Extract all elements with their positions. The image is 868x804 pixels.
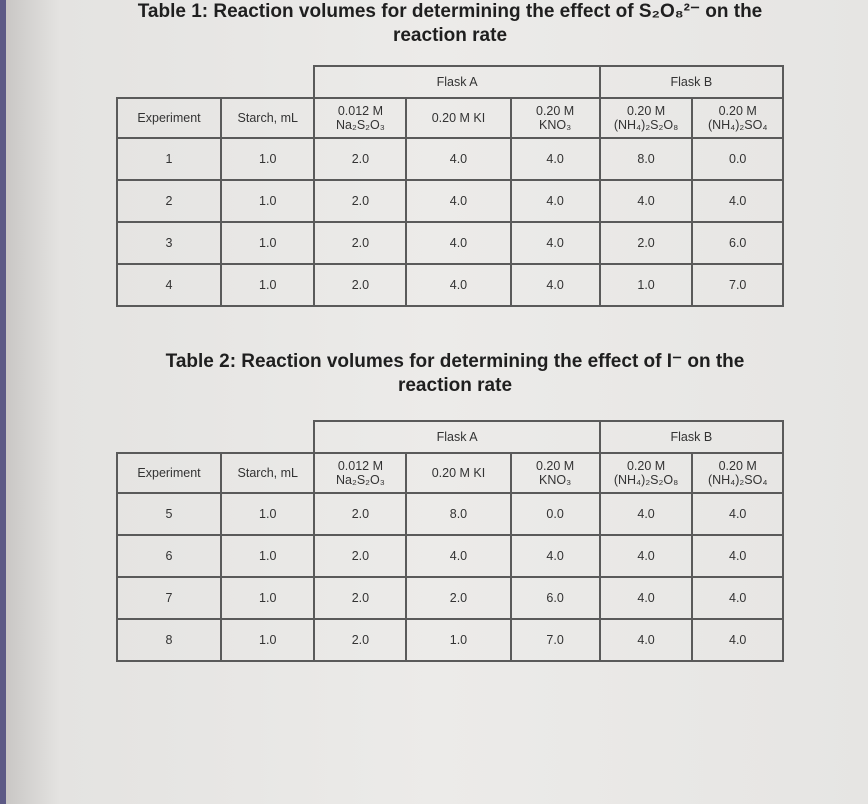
table2-group-header-row xyxy=(117,421,783,453)
column-header: 0.012 M Na₂S₂O₃ xyxy=(314,453,406,493)
table-row xyxy=(117,577,783,619)
table-cell: 1.0 xyxy=(221,222,314,264)
table-cell: 4.0 xyxy=(406,180,510,222)
table-cell: 1.0 xyxy=(221,619,314,661)
table-cell: 2.0 xyxy=(314,222,406,264)
column-header: 0.20 M KI xyxy=(406,98,510,138)
table-cell: 4.0 xyxy=(511,180,600,222)
table-cell: 8 xyxy=(117,619,221,661)
table-cell: 4.0 xyxy=(600,577,693,619)
table-cell: 2.0 xyxy=(314,180,406,222)
table-cell: 4.0 xyxy=(600,619,693,661)
table-cell: 1.0 xyxy=(221,138,314,180)
table1-title-line2: reaction rate xyxy=(392,25,508,46)
table2-column-header-row xyxy=(117,453,783,493)
table-cell: 4.0 xyxy=(692,180,783,222)
table1-group-header-row xyxy=(117,66,783,98)
table2-flask-b-header: Flask B xyxy=(600,421,783,453)
table-cell: 2.0 xyxy=(314,535,406,577)
table-cell: 4.0 xyxy=(511,535,600,577)
table-row xyxy=(117,493,783,535)
table-cell: 6.0 xyxy=(692,222,783,264)
table1-title xyxy=(100,0,800,48)
table2-flask-a-header: Flask A xyxy=(314,421,599,453)
table-cell: 2.0 xyxy=(406,577,510,619)
column-header: 0.012 M Na₂S₂O₃ xyxy=(314,98,406,138)
table-cell: 1 xyxy=(117,138,221,180)
table2-title-line2: reaction rate xyxy=(397,375,513,396)
table-cell: 1.0 xyxy=(221,577,314,619)
table-cell: 2.0 xyxy=(314,577,406,619)
table-cell: 3 xyxy=(117,222,221,264)
column-header: 0.20 M KNO₃ xyxy=(511,98,600,138)
table-cell: 5 xyxy=(117,493,221,535)
table-cell: 0.0 xyxy=(511,493,600,535)
table2-title xyxy=(130,350,780,398)
table2-title-line1: Table 2: Reaction volumes for determining the effect of I⁻ on the xyxy=(165,351,745,372)
table-cell: 4.0 xyxy=(511,222,600,264)
column-header: Starch, mL xyxy=(221,453,314,493)
table1-flask-a-header: Flask A xyxy=(314,66,599,98)
table-cell: 4.0 xyxy=(511,264,600,306)
table-cell: 4.0 xyxy=(692,535,783,577)
table-row xyxy=(117,619,783,661)
table-cell: 1.0 xyxy=(600,264,693,306)
table-cell: 6 xyxy=(117,535,221,577)
table-cell: 1.0 xyxy=(221,493,314,535)
table-cell: 7 xyxy=(117,577,221,619)
table-cell: 4.0 xyxy=(600,493,693,535)
column-header: 0.20 M (NH₄)₂S₂O₈ xyxy=(600,453,693,493)
table-row xyxy=(117,535,783,577)
table-cell: 1.0 xyxy=(221,535,314,577)
table-cell: 2.0 xyxy=(314,138,406,180)
column-header: 0.20 M (NH₄)₂SO₄ xyxy=(692,453,783,493)
table-cell: 4.0 xyxy=(406,138,510,180)
table-cell: 2 xyxy=(117,180,221,222)
table-cell: 2.0 xyxy=(314,619,406,661)
table-cell: 1.0 xyxy=(406,619,510,661)
table1-column-header-row xyxy=(117,98,783,138)
column-header: Starch, mL xyxy=(221,98,314,138)
table-row xyxy=(117,264,783,306)
table1-flask-b-header: Flask B xyxy=(600,66,783,98)
table-cell: 4.0 xyxy=(406,222,510,264)
table-cell: 2.0 xyxy=(600,222,693,264)
table-cell: 1.0 xyxy=(221,180,314,222)
table-cell: 4.0 xyxy=(406,264,510,306)
table-cell: 6.0 xyxy=(511,577,600,619)
table-cell: 2.0 xyxy=(314,493,406,535)
table-cell: 4.0 xyxy=(692,493,783,535)
table-cell: 7.0 xyxy=(692,264,783,306)
table-cell: 8.0 xyxy=(600,138,693,180)
column-header: 0.20 M (NH₄)₂SO₄ xyxy=(692,98,783,138)
table-cell: 4.0 xyxy=(600,535,693,577)
table-cell: 0.0 xyxy=(692,138,783,180)
table1 xyxy=(116,65,784,307)
table-cell: 4.0 xyxy=(406,535,510,577)
table-cell: 7.0 xyxy=(511,619,600,661)
table-row xyxy=(117,138,783,180)
table-cell: 4.0 xyxy=(600,180,693,222)
table-cell: 4.0 xyxy=(692,577,783,619)
table1-title-line1: Table 1: Reaction volumes for determining the effect of S₂O₈²⁻ on the xyxy=(137,1,763,22)
table-cell: 8.0 xyxy=(406,493,510,535)
table-row xyxy=(117,180,783,222)
table-cell: 4.0 xyxy=(692,619,783,661)
table-cell: 4.0 xyxy=(511,138,600,180)
table2 xyxy=(116,420,784,662)
table-cell: 4 xyxy=(117,264,221,306)
column-header: 0.20 M (NH₄)₂S₂O₈ xyxy=(600,98,693,138)
table-cell: 2.0 xyxy=(314,264,406,306)
column-header: Experiment xyxy=(117,98,221,138)
table-row xyxy=(117,222,783,264)
table-cell: 1.0 xyxy=(221,264,314,306)
column-header: 0.20 M KNO₃ xyxy=(511,453,600,493)
column-header: 0.20 M KI xyxy=(406,453,510,493)
column-header: Experiment xyxy=(117,453,221,493)
